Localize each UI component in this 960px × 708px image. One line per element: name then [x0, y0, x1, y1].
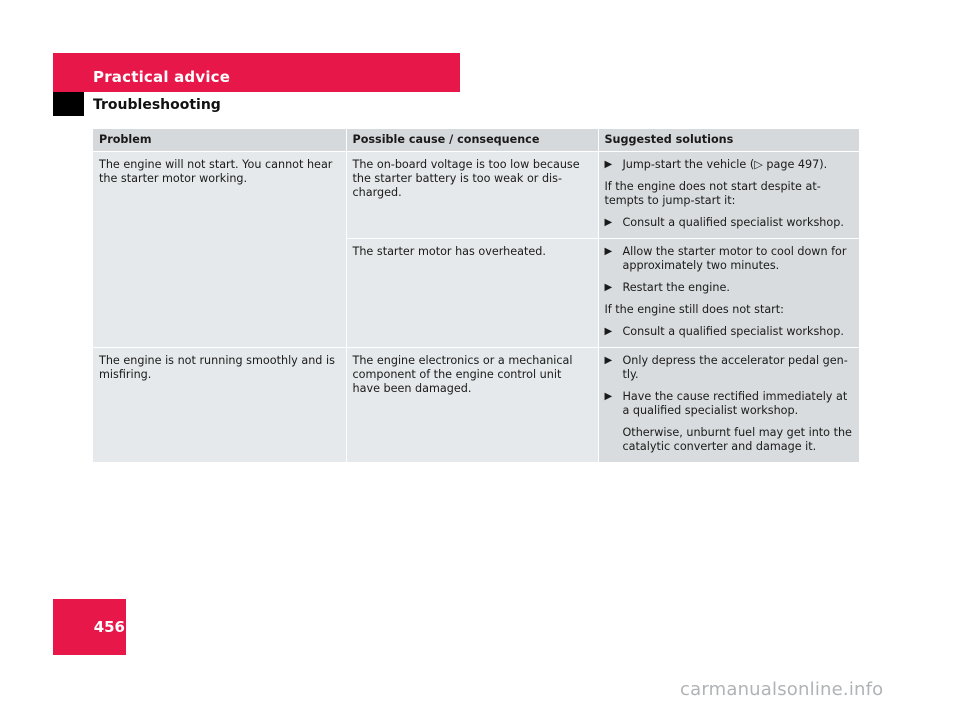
watermark: carmanualsonline.info [680, 679, 884, 700]
solution-cell [598, 152, 859, 239]
column-header-problem: Problem [93, 129, 346, 152]
step-text: Consult a qualified specialist workshop. [622, 216, 844, 229]
step-text: Restart the engine. [622, 281, 730, 294]
bullet-arrow-icon: ▶ [604, 391, 613, 402]
problem-cell: The engine will not start. You cannot hear the starter motor working. [93, 152, 346, 348]
table-row [93, 152, 859, 239]
section-marker [53, 92, 84, 116]
step-text: Allow the starter motor to cool down for approximately two minutes. [622, 245, 847, 272]
step-text: Have the cause rectified immediately at a qualified specialist workshop. [622, 390, 848, 417]
column-header-cause: Possible cause / consequence [346, 129, 598, 152]
bullet-arrow-icon: ▶ [604, 159, 613, 170]
step-text: Jump-start the vehicle (▷ page 497). [622, 158, 828, 171]
table-header-row [93, 129, 859, 152]
solution-step [605, 390, 854, 418]
section-title: Practical advice [93, 68, 231, 86]
bullet-arrow-icon: ▶ [604, 326, 613, 337]
solution-note: If the engine still does not start: [604, 303, 784, 316]
bullet-arrow-icon: ▶ [604, 355, 613, 366]
solution-step [605, 245, 854, 273]
troubleshooting-table [93, 129, 859, 463]
solution-step [605, 281, 854, 295]
solution-step [605, 325, 854, 339]
step-text: Consult a qualified specialist workshop. [622, 325, 844, 338]
subsection-title: Troubleshooting [93, 97, 221, 113]
solution-note: Otherwise, unburnt fuel may get into the catalytic converter and damage it. [622, 426, 852, 453]
bullet-arrow-icon: ▶ [604, 217, 613, 228]
bullet-arrow-icon: ▶ [604, 246, 613, 257]
solution-cell [598, 348, 859, 463]
step-text: Only depress the accelerator pedal gently. [622, 354, 848, 381]
table-row [93, 348, 859, 463]
cause-cell: The engine electronics or a mechanical component of the engine control unit have been damaged. [346, 348, 598, 463]
cause-cell: The starter motor has overheated. [346, 239, 598, 348]
solution-step [605, 216, 854, 230]
solution-cell [598, 239, 859, 348]
cause-cell: The on-board voltage is too low because the starter battery is too weak or discharged. [346, 152, 598, 239]
bullet-arrow-icon: ▶ [604, 282, 613, 293]
solution-step [605, 354, 854, 382]
solution-step [605, 158, 854, 172]
page-number [53, 618, 126, 636]
problem-cell: The engine is not running smoothly and is misfiring. [93, 348, 346, 463]
page-number-text: 456 [93, 618, 125, 636]
solution-note: If the engine does not start despite attempts to jump-start it: [604, 180, 821, 207]
column-header-solutions: Suggested solutions [598, 129, 859, 152]
